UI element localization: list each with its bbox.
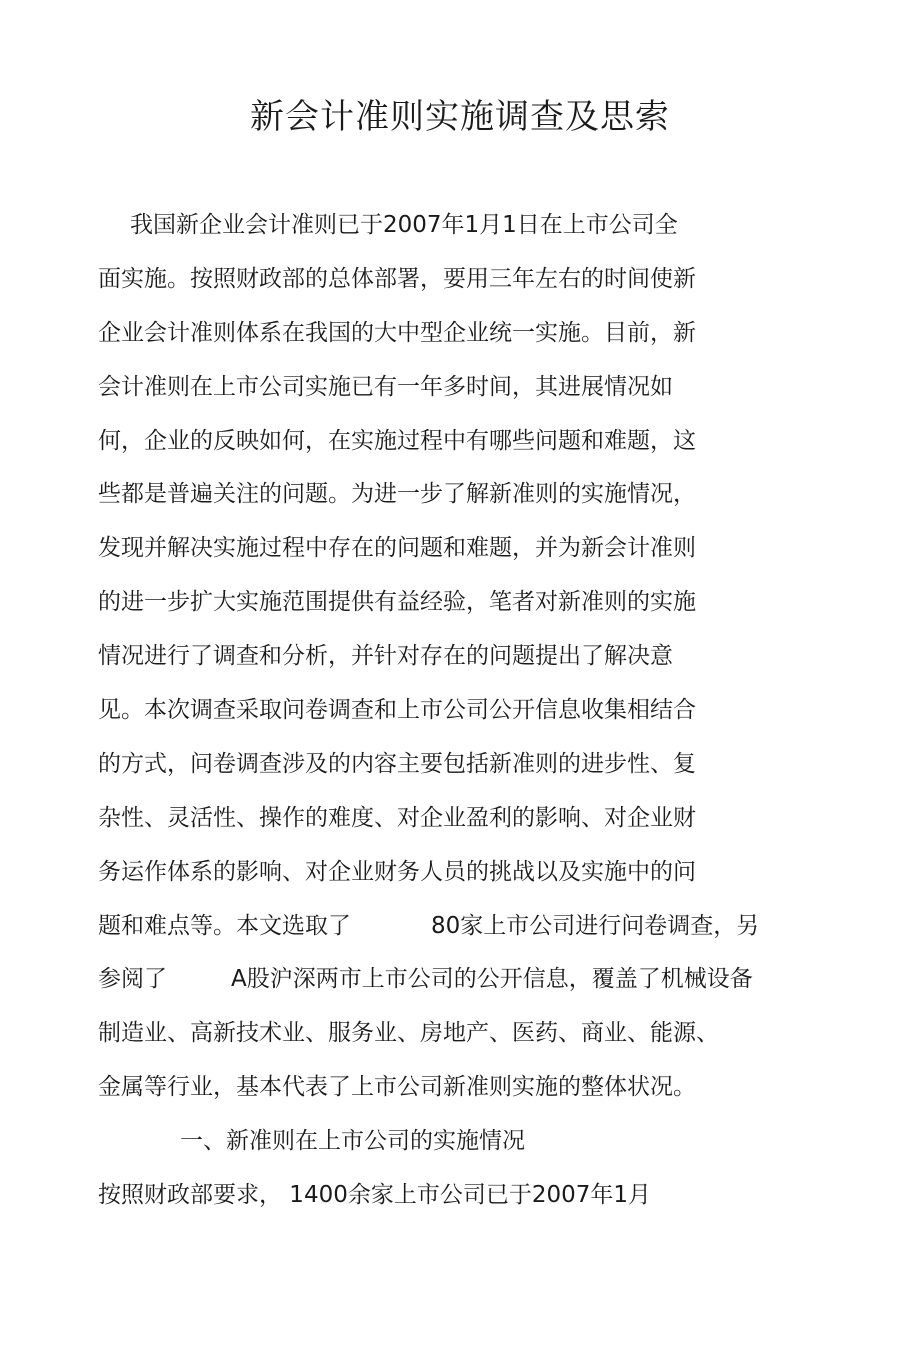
paragraph-line: 金属等行业，基本代表了上市公司新准则实施的整体状况。	[98, 1074, 696, 1101]
paragraph-line: 何，企业的反映如何，在实施过程中有哪些问题和难题，这	[98, 427, 696, 454]
paragraph-line: 些都是普遍关注的问题。为进一步了解新准则的实施情况，	[98, 481, 696, 508]
line-segment: 参阅了	[98, 966, 167, 993]
paragraph-line: 的方式，问卷调查涉及的内容主要包括新准则的进步性、复	[98, 750, 696, 777]
paragraph-line: 我国新企业会计准则已于2007年1月1日在上市公司全	[130, 212, 678, 238]
line-segment: A股沪深两市上市公司的公开信息，覆盖了机械设备	[231, 966, 753, 993]
section-heading: 一、新准则在上市公司的实施情况	[180, 1128, 525, 1155]
line-segment: 80家上市公司进行问卷调查，另	[431, 912, 760, 939]
paragraph-line: 会计准则在上市公司实施已有一年多时间，其进展情况如	[98, 373, 673, 400]
paragraph-line: 的进一步扩大实施范围提供有益经验，笔者对新准则的实施	[98, 589, 696, 616]
paragraph-line: 务运作体系的影响、对企业财务人员的挑战以及实施中的问	[98, 858, 696, 885]
paragraph-line: 杂性、灵活性、操作的难度、对企业盈利的影响、对企业财	[98, 804, 696, 831]
paragraph-line	[98, 903, 858, 957]
paragraph-line: 企业会计准则体系在我国的大中型企业统一实施。目前，新	[98, 319, 696, 346]
paragraph-line	[98, 956, 858, 1010]
paragraph-line: 情况进行了调查和分析，并针对存在的问题提出了解决意	[98, 643, 673, 670]
paragraph-line: 发现并解决实施过程中存在的问题和难题，并为新会计准则	[98, 535, 696, 562]
paragraph-line: 面实施。按照财政部的总体部署，要用三年左右的时间使新	[98, 265, 696, 292]
document-body	[98, 202, 858, 1226]
paragraph-line: 按照财政部要求， 1400余家上市公司已于2007年1月	[98, 1182, 652, 1209]
line-segment: 题和难点等。本文选取了	[98, 912, 351, 939]
paragraph-line: 制造业、高新技术业、服务业、房地产、医药、商业、能源、	[98, 1020, 719, 1047]
document-title: 新会计准则实施调查及思索	[250, 97, 670, 137]
paragraph-line: 见。本次调查采取问卷调查和上市公司公开信息收集相结合	[98, 697, 696, 724]
